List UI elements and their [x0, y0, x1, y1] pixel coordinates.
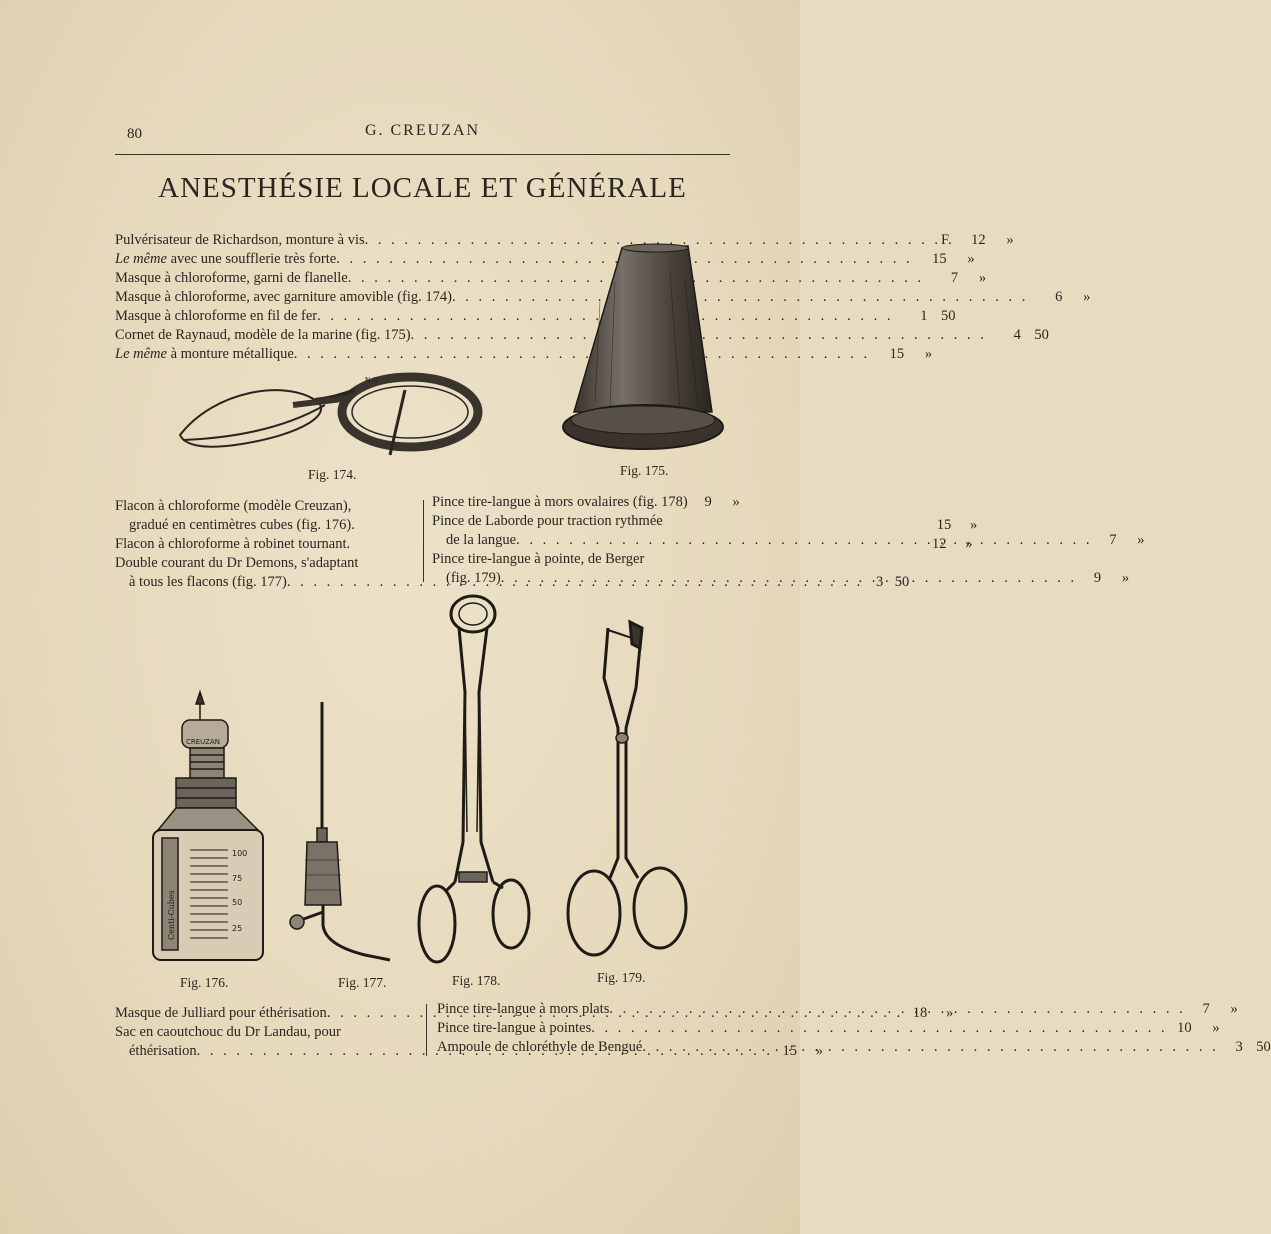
list-item: Masque à chloroforme, garni de flanelle . . . 7 »: [115, 269, 545, 288]
list-item: Pince tire-langue à mors ovalaires (fig. 178) 9 »: [432, 494, 740, 510]
list-item: Masque de Julliard pour éthérisation . . . 18 »: [115, 1004, 417, 1023]
figure-178-tongue-forceps: [415, 592, 535, 967]
figure-175-raynaud-cone: [560, 242, 725, 457]
list-item: Le même à monture métallique . . . 15 »: [115, 345, 545, 364]
list-item-text: Pince de Laborde pour traction rythmée: [432, 513, 663, 529]
list-item: à tous les flacons (fig. 177) . . . 3 50: [115, 573, 415, 592]
column-divider: [423, 500, 424, 582]
list-item: Cornet de Raynaud, modèle de la marine (fig. 175) . . . 4 50: [115, 326, 545, 345]
running-head-author: G. CREUZAN: [364, 122, 481, 139]
bottle-scale-label: 75: [232, 874, 243, 883]
bottle-scale-label: 50: [232, 898, 243, 907]
list-item-text: Double courant du Dr Demons, s'adaptant: [115, 555, 359, 571]
list-item: Pince tire-langue à pointes . . . 10 »: [437, 1019, 737, 1038]
running-head: [115, 120, 730, 155]
figure-179-pointed-forceps: [560, 618, 695, 958]
figure-179-caption: Fig. 179.: [597, 970, 646, 985]
figure-176-graduated-bottle: [150, 690, 270, 970]
list-item: gradué en centimètres cubes (fig. 176). 15 »: [129, 517, 978, 533]
list-item: éthérisation . . . 15 »: [115, 1042, 417, 1061]
list-item: Ampoule de chloréthyle de Bengué . . . 3 50: [437, 1038, 737, 1057]
list-item-text: Sac en caoutchouc du Dr Landau, pour: [115, 1024, 341, 1040]
figure-176-caption: Fig. 176.: [180, 975, 229, 990]
list-item: Flacon à chloroforme à robinet tournant. 12 »: [115, 536, 973, 552]
bottle-scale-label: 100: [232, 849, 248, 858]
page-number: 80: [127, 126, 142, 142]
top-price-list: [115, 231, 1091, 364]
list-item: de la langue . . . 7 »: [432, 531, 737, 550]
list-item: Pulvérisateur de Richardson, monture à vis . . . F. 12 »: [115, 231, 545, 250]
column-divider: [426, 1004, 427, 1056]
bottle-scale-label: 25: [232, 924, 243, 933]
list-item-text: Flacon à chloroforme (modèle Creuzan),: [115, 498, 352, 514]
page-title: ANESTHÉSIE LOCALE ET GÉNÉRALE: [158, 172, 687, 204]
figure-174-caption: Fig. 174.: [308, 467, 357, 482]
figure-178-caption: Fig. 178.: [452, 973, 501, 988]
list-item: (fig. 179) . . . 9 »: [432, 569, 737, 588]
bottle-brand-label: CREUZAN: [186, 738, 220, 746]
figure-177-double-courant: [285, 700, 395, 970]
figure-177-caption: Fig. 177.: [338, 975, 387, 990]
figure-175-caption: Fig. 175.: [620, 463, 669, 478]
bottle-side-label: Centi-Cubes: [167, 890, 176, 940]
list-item: Le même avec une soufflerie très forte . . . 15 »: [115, 250, 545, 269]
figure-174-chloroform-mask: [175, 360, 485, 470]
list-item: Masque à chloroforme en fil de fer . . . 1 50: [115, 307, 545, 326]
svg-text:N.O: N.O: [365, 376, 378, 384]
list-item-text: Pince tire-langue à pointe, de Berger: [432, 551, 645, 567]
list-item: Masque à chloroforme, avec garniture amovible (fig. 174) . . . 6 »: [115, 288, 545, 307]
list-item: Pince tire-langue à mors plats . . . 7 »: [437, 1000, 737, 1019]
